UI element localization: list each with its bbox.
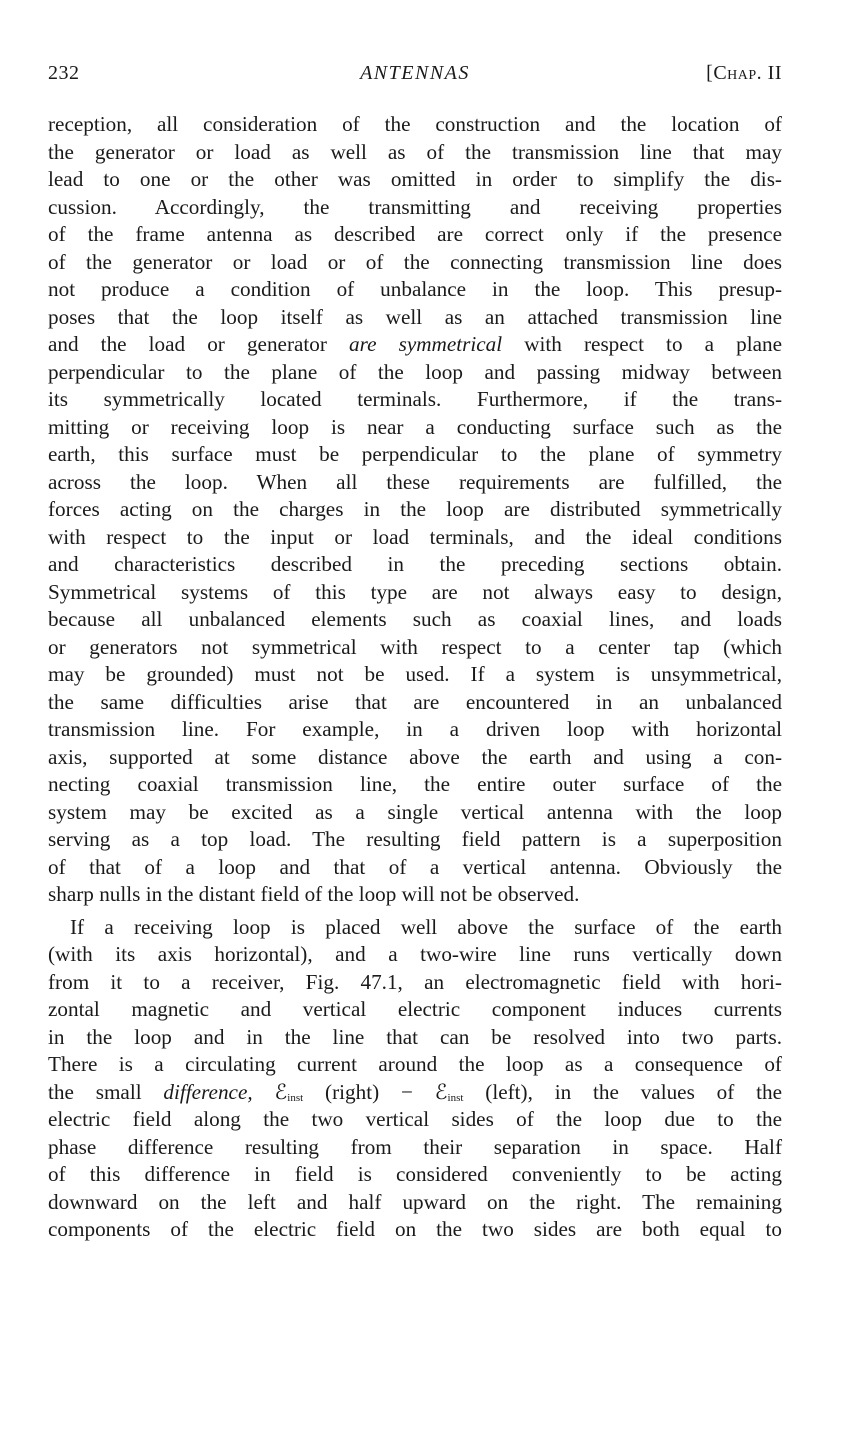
text-line: the generator or load as well as of the transmission line that may [48, 139, 782, 164]
text-line: mitting or receiving loop is near a conducting surface such as the [48, 414, 782, 439]
body-text [48, 111, 782, 1244]
text-line: reception, all consideration of the construction and the location of [48, 112, 782, 136]
text-line: necting coaxial transmission line, the entire outer surface of the [48, 772, 782, 796]
running-title: ANTENNAS [360, 62, 470, 84]
text-line: poses that the loop itself as well as an attached transmission line [48, 304, 782, 329]
text-line: its symmetrically located terminals. Furthermore, if the trans- [48, 387, 782, 411]
text-line: lead to one or the other was omitted in order to simplify the dis- [48, 167, 782, 191]
text-line: not produce a condition of unbalance in the loop. This presup- [48, 277, 782, 301]
text-line: and the load or generator are symmetrical with respect to a plane [48, 332, 782, 356]
text-line: across the loop. When all these requirements are fulfilled, the [48, 469, 782, 494]
text-line: If a receiving loop is placed well above the surface of the earth [70, 914, 782, 939]
running-head [48, 62, 782, 92]
text-line: system may be excited as a single vertical antenna with the loop [48, 799, 782, 824]
text-line: because all unbalanced elements such as coaxial lines, and loads [48, 607, 782, 631]
text-line: Symmetrical systems of this type are not always easy to design, [48, 579, 782, 604]
text-line: earth, this surface must be perpendicular to the plane of symmetry [48, 442, 782, 466]
text-line: serving as a top load. The resulting field pattern is a superposition [48, 827, 782, 851]
text-line: the same difficulties arise that are encountered in an unbalanced [48, 689, 782, 714]
text-line: downward on the left and half upward on the right. The remaining [48, 1189, 782, 1214]
text-line: the small difference, ℰinst (right) − ℰinst (left), in the values of the [48, 1079, 782, 1104]
text-line: of the frame antenna as described are correct only if the presence [48, 222, 782, 246]
page-number: 232 [48, 62, 80, 84]
text-line: zontal magnetic and vertical electric component induces currents [48, 997, 782, 1021]
text-line: sharp nulls in the distant field of the loop will not be observed. [48, 882, 580, 906]
text-line: transmission line. For example, in a driven loop with horizontal [48, 717, 782, 741]
text-line: may be grounded) must not be used. If a system is unsymmetrical, [48, 662, 782, 686]
text-line: phase difference resulting from their separation in space. Half [48, 1134, 782, 1159]
text-line: There is a circulating current around the loop as a consequence of [48, 1052, 782, 1076]
text-line: with respect to the input or load terminals, and the ideal conditions [48, 524, 782, 549]
text-line: or generators not symmetrical with respect to a center tap (which [48, 634, 782, 659]
text-line: of that of a loop and that of a vertical antenna. Obviously the [48, 854, 782, 879]
text-line: forces acting on the charges in the loop are distributed symmetrically [48, 497, 782, 521]
text-line: of this difference in field is considered conveniently to be acting [48, 1162, 782, 1186]
text-line: perpendicular to the plane of the loop and passing midway between [48, 359, 782, 384]
text-line: electric field along the two vertical sides of the loop due to the [48, 1107, 782, 1131]
text-line: of the generator or load or of the connecting transmission line does [48, 249, 782, 274]
text-line: from it to a receiver, Fig. 47.1, an electromagnetic field with hori- [48, 969, 782, 994]
text-line: components of the electric field on the two sides are both equal to [48, 1217, 782, 1241]
text-line: and characteristics described in the preceding sections obtain. [48, 552, 782, 576]
chapter-reference: [Chap. II [706, 62, 782, 84]
text-line: cussion. Accordingly, the transmitting and receiving properties [48, 194, 782, 219]
text-line: axis, supported at some distance above the earth and using a con- [48, 744, 782, 769]
text-line: in the loop and in the line that can be resolved into two parts. [48, 1024, 782, 1049]
text-line: (with its axis horizontal), and a two-wire line runs vertically down [48, 942, 782, 966]
